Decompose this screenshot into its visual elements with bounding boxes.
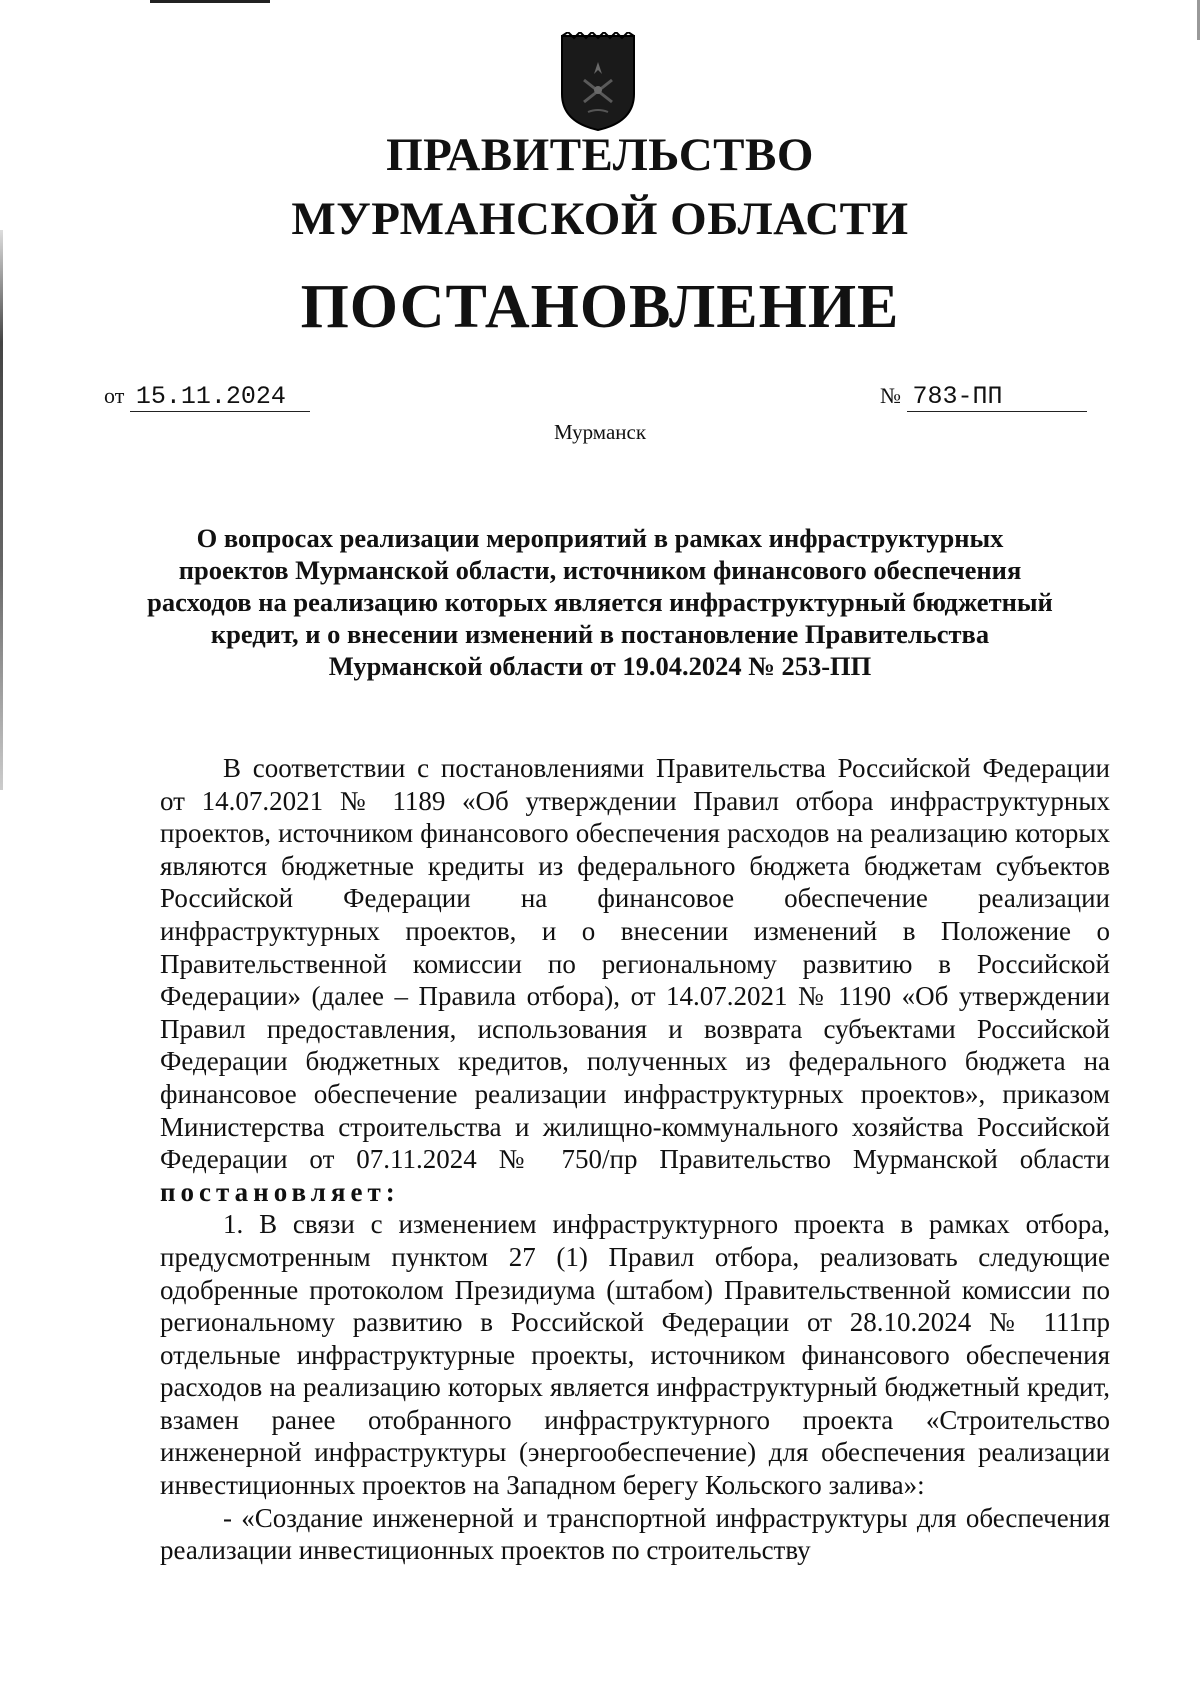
document-date xyxy=(104,382,310,412)
coat-of-arms-emblem xyxy=(558,32,638,132)
preamble-text: В соответствии с постановлениями Правительства Российской Федерации от 14.07.2021 № 1189 «Об утверждении Правил отбора инфраструктурных проектов, источником финансового обеспечения расходов на реализацию которых являются бюджетные кредиты из федерального бюджета бюджетам субъектов Российской Федерации на финансовое обеспечение реализации инфраструктурных проектов, и о внесении изменений в Положение о Правительственной комиссии по региональному развитию в Российской Федерации» (далее – Правила отбора), от 14.07.2021 № 1190 «Об утверждении Правил предоставления, использования и возврата субъектами Российской Федерации бюджетных кредитов, полученных из федерального бюджета на финансовое обеспечение реализации инфраструктурных проектов», приказом Министерства строительства и жилищно-коммунального хозяйства Российской Федерации от 07.11.2024 № 750/пр Правительство Мурманской области xyxy=(160,753,1110,1175)
sub-item-paragraph: - «Создание инженерной и транспортной инфраструктуры для обеспечения реализации инвестиционных проектов по строительству xyxy=(160,1502,1110,1566)
date-value: 15.11.2024 xyxy=(130,382,310,412)
date-prefix: от xyxy=(104,383,125,408)
item-1-paragraph: 1. В связи с изменением инфраструктурного проекта в рамках отбора, предусмотренным пунктом 27 (1) Правил отбора, реализовать следующие одобренные протоколом Президиума (штабом) Правительственной комиссии по региональному развитию в Российской Федерации от 28.10.2024 № 111пр отдельные инфраструктурные проекты, источником финансового обеспечения расходов на реализацию которых является инфраструктурный бюджетный кредит, взамен ранее отобранного инфраструктурного проекта «Строительство инженерной инфраструктуры (энергообеспечение) для обеспечения реализации инвестиционных проектов на Западном берегу Кольского залива»: xyxy=(160,1209,1110,1501)
document-body xyxy=(160,752,1110,1567)
scan-edge-mark xyxy=(150,0,270,3)
document-title: О вопросах реализации мероприятий в рамках инфраструктурных проектов Мурманской области, источником финансового обеспечения расходов на реализацию которых является инфраструктурный бюджетный кредит, и о внесении изменений в постановление Правительства Мурманской области от 19.04.2024 № 253-ПП xyxy=(147,523,1053,681)
document-type-heading: ПОСТАНОВЛЕНИЕ xyxy=(300,273,900,341)
number-value: 783-ПП xyxy=(907,382,1087,412)
number-prefix: № xyxy=(880,383,901,408)
organization-name-line-2: МУРМАНСКОЙ ОБЛАСТИ xyxy=(291,193,909,245)
decree-word: постановляет: xyxy=(160,1176,400,1207)
organization-name-line-1: ПРАВИТЕЛЬСТВО xyxy=(386,129,814,181)
document-number xyxy=(880,382,1087,412)
preamble-paragraph xyxy=(160,752,1110,1208)
city-name: Мурманск xyxy=(553,420,647,444)
